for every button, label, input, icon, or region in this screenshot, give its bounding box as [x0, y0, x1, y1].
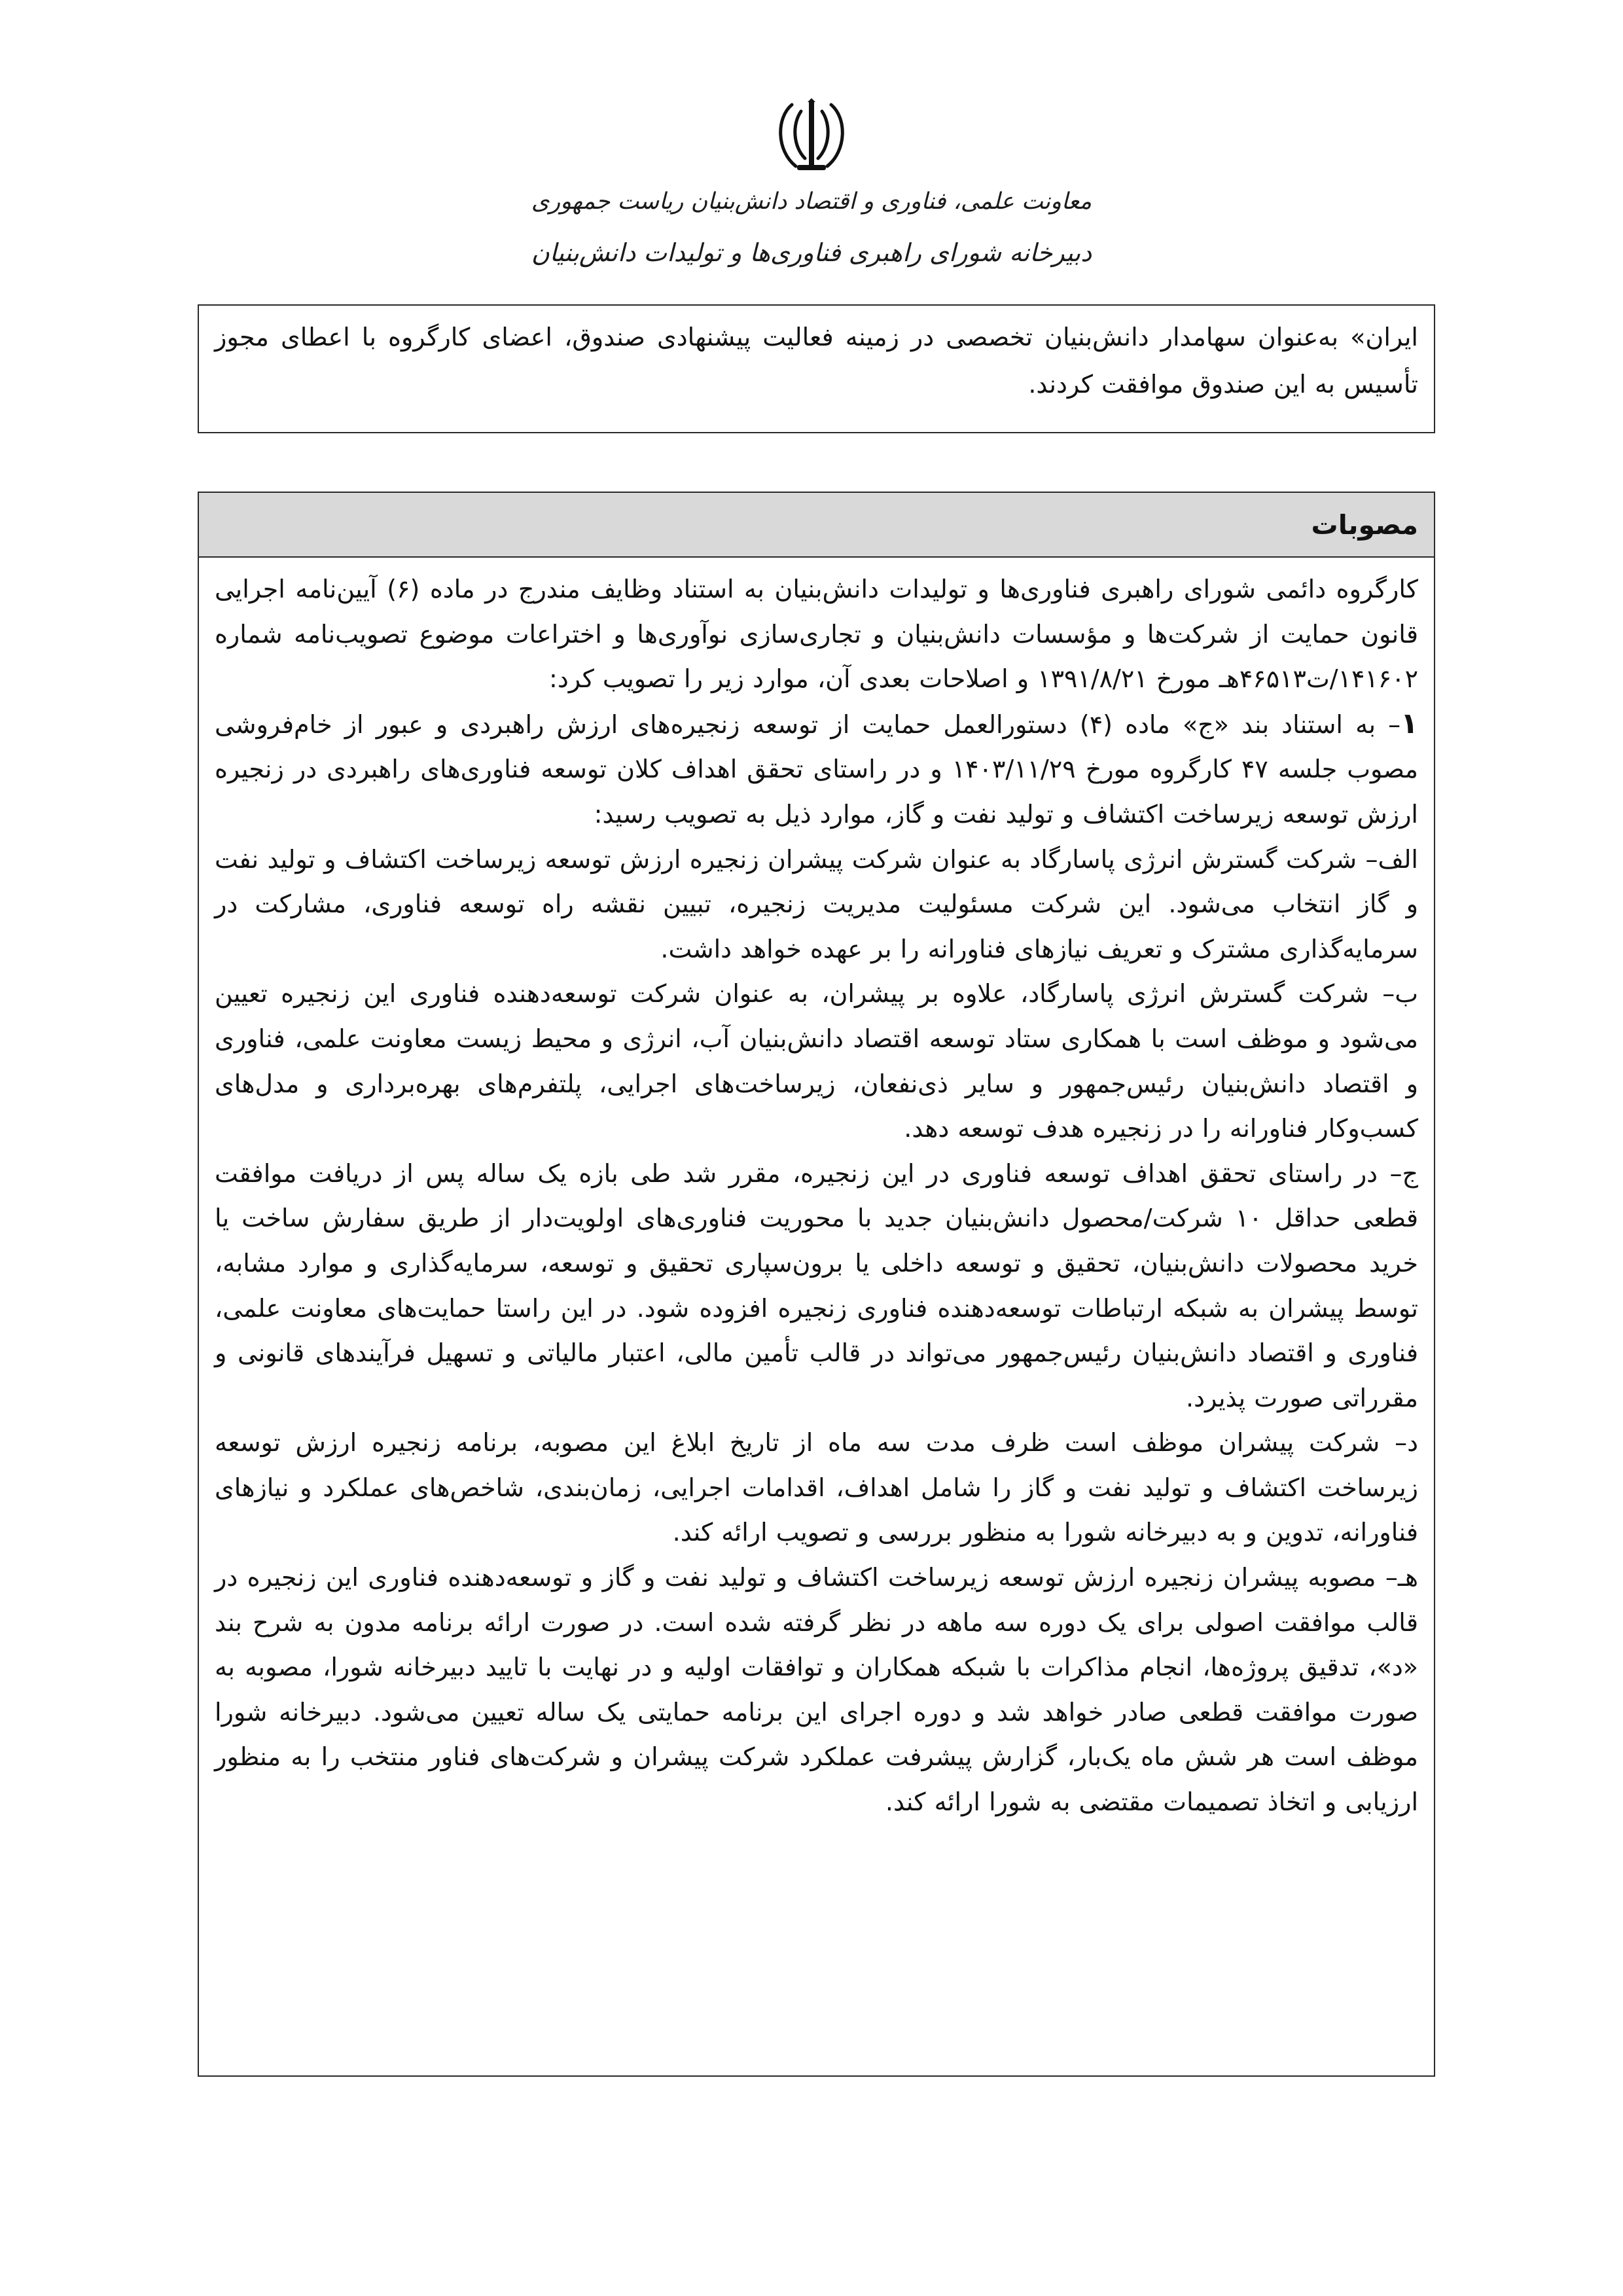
intro-box [198, 304, 1435, 433]
header-deputy-title: معاونت علمی، فناوری و اقتصاد دانش‌بنیان ریاست جمهوری [531, 188, 1092, 215]
letterhead [0, 98, 1623, 288]
item-1-number: ۱ [1400, 706, 1418, 740]
resolutions-heading [199, 493, 1434, 558]
resolutions-box [198, 492, 1435, 2077]
iran-emblem-icon [772, 98, 851, 175]
clause-dal-paragraph: د– شرکت پیشران موظف است ظرف مدت سه ماه از تاریخ ابلاغ این مصوبه، برنامه زنجیره ارزش توسعه زیرساخت اکتشاف و تولید نفت و گاز را شامل اهداف، اقدامات اجرایی، زمان‌بندی، شاخص‌های عملکرد و نیازهای فناورانه، تدوین و به دبیرخانه شورا به منظور بررسی و تصویب ارائه کند. [215, 1428, 1418, 1547]
clause-he-paragraph: هـ– مصوبه پیشران زنجیره ارزش توسعه زیرساخت اکتشاف و تولید نفت و گاز و توسعه‌دهنده فناوری این زنجیره در قالب موافقت اصولی برای یک دوره سه ماهه در نظر گرفته شده است. در صورت ارائه برنامه مدون به شرح بند «د»، تدقیق پروژه‌ها، انجام مذاکرات با شبکه همکاران و توافقات اولیه و در نهایت با تایید دبیرخانه شورا، مصوبه به صورت موافقت قطعی صادر خواهد شد و دوره اجرای این برنامه حمایتی یک ساله تعیین می‌شود. دبیرخانه شورا موظف است هر شش ماه یک‌بار، گزارش پیشرفت عملکرد شرکت پیشران و شرکت‌های فناور منتخب را به منظور ارزیابی و اتخاذ تصمیمات مقتضی به شورا ارائه کند. [215, 1563, 1418, 1817]
clause-jim-paragraph: ج– در راستای تحقق اهداف توسعه فناوری در این زنجیره، مقرر شد طی بازه یک ساله پس از دریافت موافقت قطعی حداقل ۱۰ شرکت/محصول دانش‌بنیان جدید با محوریت فناوری‌های اولویت‌دار از طریق سفارش ساخت یا خرید محصولات دانش‌بنیان، تحقیق و توسعه داخلی یا برون‌سپاری تحقیق و توسعه، سرمایه‌گذاری و موارد مشابه، توسط پیشران به شبکه ارتباطات توسعه‌دهنده فناوری زنجیره افزوده شود. در این راستا حمایت‌های معاونت علمی، فناوری و اقتصاد دانش‌بنیان رئیس‌جمهور می‌تواند در قالب تأمین مالی، اعتبار مالیاتی و تسهیل فرآیندهای قانونی و مقرراتی صورت پذیرد. [215, 1158, 1418, 1412]
item-1-text: – به استناد بند «ج» ماده (۴) دستورالعمل حمایت از توسعه زنجیره‌های ارزش راهبردی و عبور از خام‌فروشی مصوب جلسه ۴۷ کارگروه مورخ ۱۴۰۳/۱۱/۲۹ و در راستای تحقق اهداف کلان توسعه فناوری‌های راهبردی در زنجیره ارزش توسعه زیرساخت اکتشاف و تولید نفت و گاز، موارد ذیل به تصویب رسید: [215, 709, 1418, 829]
item-1-paragraph [215, 702, 1418, 837]
preamble-paragraph: کارگروه دائمی شورای راهبری فناوری‌ها و تولیدات دانش‌بنیان به استناد وظایف مندرج در ماده (۶) آیین‌نامه اجرایی قانون حمایت از شرکت‌ها و مؤسسات دانش‌بنیان و تجاری‌سازی نوآوری‌ها و اختراعات موضوع تصویب‌نامه شماره ۱۴۱۶۰۲/ت۴۶۵۱۳هـ مورخ ۱۳۹۱/۸/۲۱ و اصلاحات بعدی آن، موارد زیر را تصویب کرد: [215, 575, 1418, 694]
resolutions-heading-label: مصوبات [1311, 509, 1418, 541]
intro-text: ایران» به‌عنوان سهامدار دانش‌بنیان تخصصی در زمینه فعالیت پیشنهادی صندوق، اعضای کارگروه با اعطای مجوز تأسیس به این صندوق موافقت کردند. [215, 323, 1418, 399]
clause-be-paragraph: ب– شرکت گسترش انرژی پاسارگاد، علاوه بر پیشران، به عنوان شرکت توسعه‌دهنده فناوری این زنجیره تعیین می‌شود و موظف است با همکاری ستاد توسعه اقتصاد دانش‌بنیان آب، انرژی و محیط زیست معاونت علمی، فناوری و اقتصاد دانش‌بنیان رئیس‌جمهور و سایر ذی‌نفعان، زیرساخت‌های اجرایی، پلتفرم‌های بهره‌برداری و مدل‌های کسب‌وکار فناورانه را در زنجیره هدف توسعه دهد. [215, 979, 1418, 1143]
header-secretariat-title: دبیرخانه شورای راهبری فناوری‌ها و تولیدات دانش‌بنیان [531, 238, 1092, 267]
resolutions-body [199, 558, 1434, 1825]
clause-alef-paragraph: الف– شرکت گسترش انرژی پاسارگاد به عنوان شرکت پیشران زنجیره ارزش توسعه زیرساخت اکتشاف و تولید نفت و گاز انتخاب می‌شود. این شرکت مسئولیت مدیریت زنجیره، تبیین نقشه راه توسعه فناوری، مشارکت در سرمایه‌گذاری مشترک و تعریف نیازهای فناورانه را بر عهده خواهد داشت. [215, 844, 1418, 963]
